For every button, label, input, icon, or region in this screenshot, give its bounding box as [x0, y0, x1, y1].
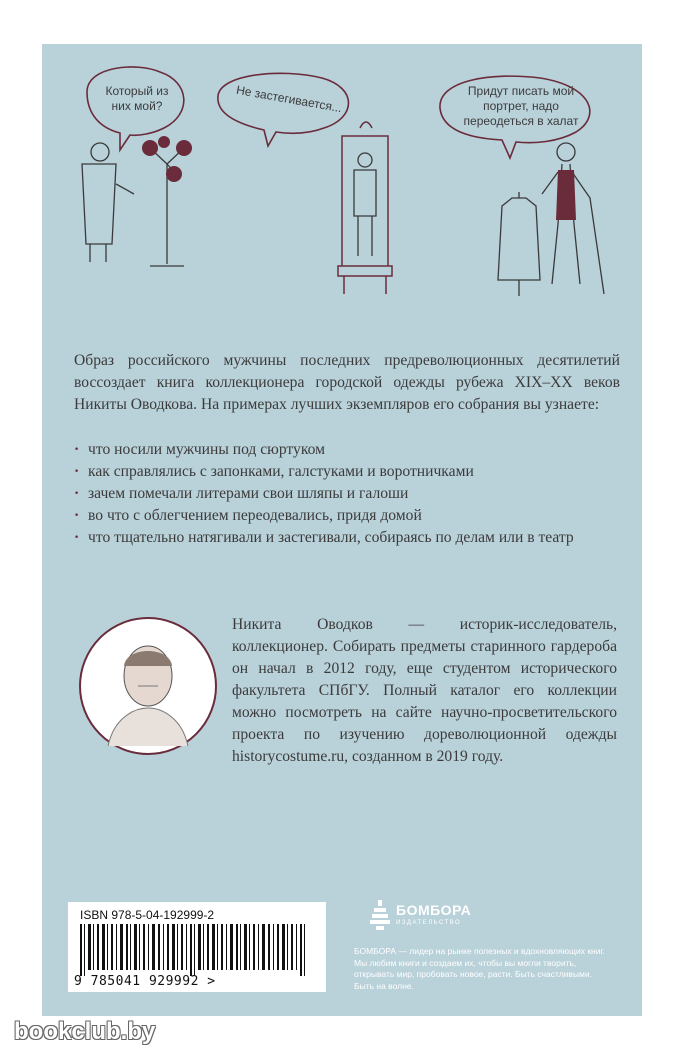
- bubble-1-text: Который из них мой?: [105, 84, 169, 113]
- list-item: · зачем помечали литерами свои шляпы и галоши: [72, 483, 622, 505]
- publisher-subtitle: ИЗДАТЕЛЬСТВО: [396, 920, 462, 926]
- isbn-number: ISBN 978-5-04-192999-2: [80, 908, 215, 922]
- author-portrait: [78, 616, 218, 756]
- barcode-digits: 9 785041 929992 >: [74, 974, 216, 989]
- mirror-frame: [338, 122, 392, 294]
- publisher-description: БОМБОРА — лидер на рынке полезных и вдохновляющих книг. Мы любим книги и создаем их, чтобы вы могли творить, открывать мир, пробовать новое, расти. Быть счастливыми. Быть на волне.: [354, 946, 605, 991]
- list-item: · что носили мужчины под сюртуком: [72, 439, 622, 461]
- bubble-2-text: Не застегивается...: [235, 82, 343, 116]
- coat-on-stand: [498, 192, 540, 296]
- hat-stand: [150, 148, 184, 266]
- list-item: · во что с облегчением переодевались, придя домой: [72, 505, 622, 527]
- list-item: · что тщательно натягивали и застегивали, собираясь по делам или в театр: [72, 527, 622, 549]
- list-item: · как справлялись с запонками, галстуками и воротничками: [72, 461, 622, 483]
- feature-list: [72, 439, 622, 549]
- author-bio: Никита Оводков — историк-исследователь, коллекционер. Собирать предметы старинного гардероба он начал в 2012 году, еще студентом исторического факультета СПбГУ. Полный каталог его коллекции можно посмотреть на сайте научно-просветительского проекта по изучению дореволюционной одежды historycostume.ru, созданном в 2019 году.: [232, 616, 617, 765]
- publisher-name: БОМБОРА: [396, 902, 472, 918]
- man-in-mirror-figure: [354, 170, 376, 256]
- book-back-cover: [42, 44, 642, 1016]
- barcode-bars: [80, 924, 320, 976]
- barcode: [68, 902, 326, 992]
- man-in-coat-figure: [82, 164, 116, 244]
- publisher-logo-icon: [370, 900, 392, 930]
- watermark: bookclub.by: [14, 1018, 156, 1045]
- bubble-3-text: Придут писать мой портрет, надо переодеться в халат: [463, 84, 579, 128]
- intro-paragraph: Образ российского мужчины последних предреволюционных десятилетий воссоздает книга коллекционера городской одежды рубежа XIX–XX веков Никиты Оводкова. На примерах лучших экземпляров его собрания вы узнаете:: [74, 352, 620, 413]
